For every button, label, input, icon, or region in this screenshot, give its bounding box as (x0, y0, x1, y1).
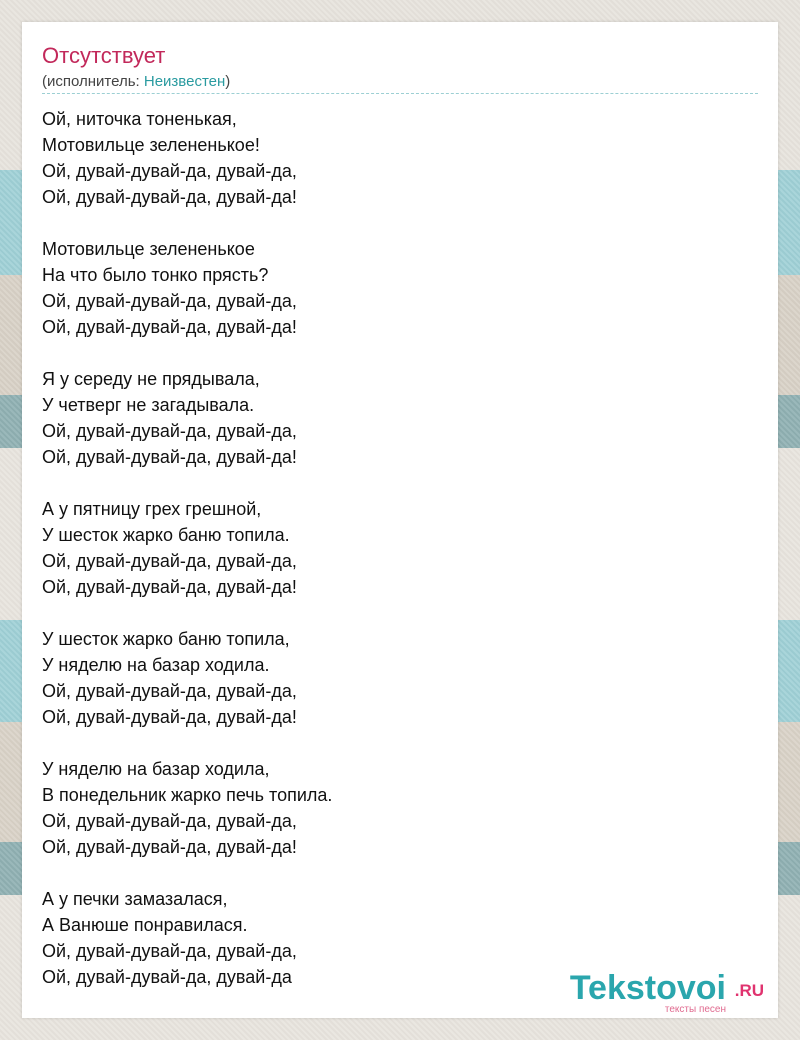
lyric-line: Ой, дувай-дувай-да, дувай-да, (42, 941, 297, 961)
site-logo[interactable] (554, 968, 764, 1018)
lyric-line: У шесток жарко баню топила, (42, 629, 290, 649)
lyric-line: В понедельник жарко печь топила. (42, 785, 333, 805)
lyric-line: Ой, дувай-дувай-да, дувай-да, (42, 811, 297, 831)
artist-link[interactable]: Неизвестен (143, 73, 226, 90)
lyric-line: Я у середу не прядывала, (42, 369, 260, 389)
logo-domain: .RU (734, 981, 764, 1000)
lyric-line: Ой, дувай-дувай-да, дувай-да! (42, 447, 297, 467)
lyric-line: Мотовильце зелененькое (42, 239, 255, 259)
artist-prefix: (исполнитель: (42, 73, 144, 90)
lyric-line: Ой, дувай-дувай-да, дувай-да (42, 967, 292, 987)
lyric-line: Ой, дувай-дувай-да, дувай-да, (42, 681, 297, 701)
lyric-line: Ой, дувай-дувай-да, дувай-да! (42, 837, 297, 857)
lyric-line: На что было тонко прясть? (42, 265, 269, 285)
lyric-line: Ой, дувай-дувай-да, дувай-да! (42, 577, 297, 597)
lyric-line: У четверг не загадывала. (42, 395, 255, 415)
stanza (42, 236, 742, 340)
lyric-line: Ой, дувай-дувай-да, дувай-да! (42, 707, 297, 727)
lyric-line: Ой, дувай-дувай-да, дувай-да, (42, 421, 297, 441)
stanza (42, 496, 742, 600)
artist-suffix: ) (225, 73, 231, 90)
lyrics-card (22, 22, 778, 1018)
lyric-line: Ой, дувай-дувай-да, дувай-да, (42, 161, 297, 181)
logo-tagline: тексты песен (664, 1004, 726, 1015)
lyric-line: У няделю на базар ходила, (42, 759, 270, 779)
stanza (42, 756, 742, 860)
lyric-line: Ой, дувай-дувай-да, дувай-да, (42, 291, 297, 311)
lyric-line: Мотовильце зелененькое! (42, 135, 260, 155)
stanza (42, 626, 742, 730)
lyric-line: Ой, дувай-дувай-да, дувай-да! (42, 187, 297, 207)
lyric-line: Ой, ниточка тоненькая, (42, 109, 237, 129)
stanza (42, 106, 742, 210)
lyric-line: А у пятницу грех грешной, (42, 499, 262, 519)
dashed-divider (42, 93, 758, 94)
song-title: Отсутствует (42, 43, 166, 68)
logo-wordmark: Tekstovoi (569, 969, 726, 1007)
lyrics-body (42, 106, 742, 1016)
lyric-line: Ой, дувай-дувай-да, дувай-да, (42, 551, 297, 571)
lyric-line: А Ванюше понравилася. (42, 915, 248, 935)
stanza (42, 366, 742, 470)
lyric-line: У няделю на базар ходила. (42, 655, 270, 675)
lyric-line: Ой, дувай-дувай-да, дувай-да! (42, 317, 297, 337)
lyric-line: А у печки замазалася, (42, 889, 228, 909)
artist-line (42, 72, 230, 92)
lyric-line: У шесток жарко баню топила. (42, 525, 290, 545)
